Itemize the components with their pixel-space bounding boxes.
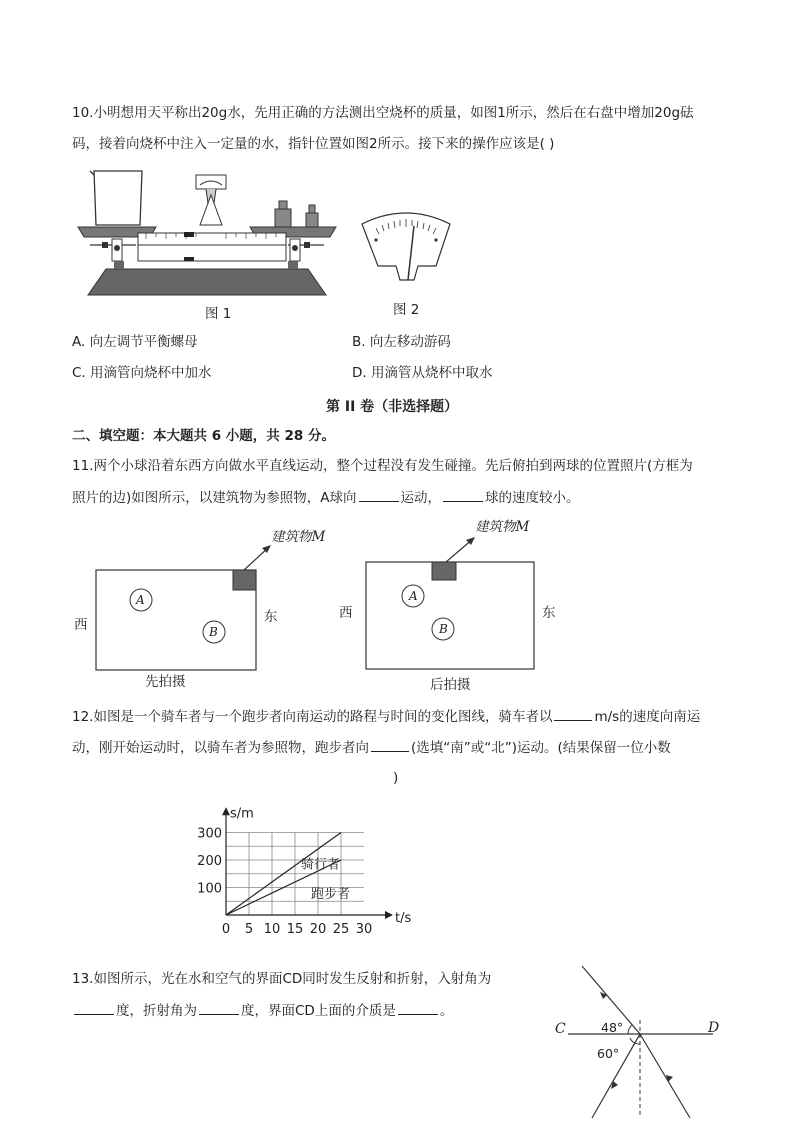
- building-label-2: 建筑物M: [475, 519, 530, 535]
- distance-time-chart: [190, 790, 420, 945]
- caption-second: 后拍摄: [430, 677, 471, 693]
- q10-option-a: A. 向左调节平衡螺母: [72, 334, 198, 350]
- west-label-1: 西: [74, 617, 88, 633]
- x-tick-label: 15: [286, 922, 304, 937]
- ball-b-1: B: [209, 625, 218, 639]
- x-axis-arrow: [385, 911, 393, 919]
- q11-line-2-part-c: 球的速度较小。: [485, 490, 580, 506]
- weights-icon: [275, 201, 318, 227]
- y-axis-arrow: [222, 807, 230, 815]
- ball-a-2: A: [409, 589, 418, 603]
- q12-blank-speed[interactable]: [554, 707, 592, 721]
- building-label-1: 建筑物M: [271, 529, 326, 545]
- label-d: D: [708, 1020, 720, 1036]
- q10-line-2: 码，接着向烧杯中注入一定量的水，指针位置如图2所示。接下来的操作应该是( ): [72, 136, 555, 152]
- x-tick-label: 20: [309, 922, 327, 937]
- fig2-caption: 图 2: [393, 302, 420, 318]
- photo-first-figure: [90, 520, 280, 680]
- x-tick-label: 0: [221, 922, 231, 937]
- q10-line-1: 10.小明想用天平称出20g水，先用正确的方法测出空烧杯的质量，如图1所示，然后在右盘中增加20g砝: [72, 105, 694, 121]
- balance-figure: [70, 165, 340, 300]
- label-c: C: [555, 1021, 566, 1037]
- q13-blank-refraction[interactable]: [199, 1001, 239, 1015]
- q10-option-c: C. 用滴管向烧杯中加水: [72, 365, 212, 381]
- q12-line-1: [72, 707, 700, 726]
- q13-line-2-part-c: 。: [439, 1003, 454, 1019]
- angle-60-label: 60°: [597, 1046, 620, 1061]
- q12-line-3: ): [393, 770, 399, 786]
- q11-line-2: [72, 488, 580, 507]
- q13-blank-incidence[interactable]: [74, 1001, 114, 1015]
- q12-line-2: [72, 738, 671, 757]
- q11-line-1: 11.两个小球沿着东西方向做水平直线运动，整个过程没有发生碰撞。先后俯拍到两球的位置照片(方框为: [72, 458, 693, 474]
- series-label: 跑步者: [311, 887, 351, 902]
- q13-line-1: 13.如图所示，光在水和空气的界面CD同时发生反射和折射，入射角为: [72, 971, 492, 987]
- series-label: 骑行者: [301, 857, 341, 873]
- west-label-2: 西: [339, 605, 353, 621]
- q12-line-1-part-a: 12.如图是一个骑车者与一个跑步者向南运动的路程与时间的变化图线，骑车者以: [72, 709, 553, 725]
- q12-blank-direction[interactable]: [371, 738, 409, 752]
- x-tick-label: 10: [263, 922, 281, 937]
- ball-a-1: A: [136, 593, 145, 607]
- fig1-caption: 图 1: [205, 306, 232, 322]
- q12-line-2-part-a: 动，刚开始运动时，以骑车者为参照物，跑步者向: [72, 740, 369, 756]
- ball-b-2: B: [439, 622, 448, 636]
- y-axis-label: s/m: [230, 806, 254, 822]
- x-tick-label: 30: [355, 922, 373, 937]
- x-tick-label: 5: [244, 922, 254, 937]
- q11-line-2-part-a: 照片的边)如图所示，以建筑物为参照物，A球向: [72, 490, 357, 506]
- q10-option-b: B. 向左移动游码: [352, 334, 451, 350]
- q13-blank-medium[interactable]: [398, 1001, 438, 1015]
- x-tick-label: 25: [332, 922, 350, 937]
- east-label-1: 东: [264, 609, 278, 625]
- x-axis-label: t/s: [395, 911, 412, 926]
- q13-line-2: [72, 1001, 453, 1020]
- optics-figure: [548, 958, 728, 1123]
- q12-line-2-part-b: (选填“南”或“北”)运动。(结果保留一位小数: [411, 740, 671, 756]
- east-label-2: 东: [542, 605, 556, 621]
- q13-line-2-part-b: 度，界面CD上面的介质是: [241, 1003, 396, 1019]
- part2-title: 第 II 卷（非选择题）: [326, 399, 459, 415]
- q11-blank-ball[interactable]: [443, 488, 483, 502]
- y-tick-label: 200: [197, 854, 222, 869]
- q13-line-2-part-a: 度，折射角为: [116, 1003, 197, 1019]
- y-tick-label: 300: [197, 826, 222, 842]
- section-heading: 二、填空题：本大题共 6 小题，共 28 分。: [72, 428, 335, 444]
- pointer-scale-figure: [356, 208, 456, 288]
- beaker-icon: [90, 171, 142, 225]
- q11-line-2-part-b: 运动，: [400, 490, 442, 506]
- q12-line-1-part-b: m/s的速度向南运: [594, 709, 701, 725]
- angle-48-label: 48°: [601, 1020, 624, 1035]
- y-tick-label: 100: [197, 881, 222, 897]
- q11-blank-direction[interactable]: [359, 488, 399, 502]
- caption-first: 先拍摄: [145, 674, 186, 690]
- q10-option-d: D. 用滴管从烧杯中取水: [352, 365, 493, 381]
